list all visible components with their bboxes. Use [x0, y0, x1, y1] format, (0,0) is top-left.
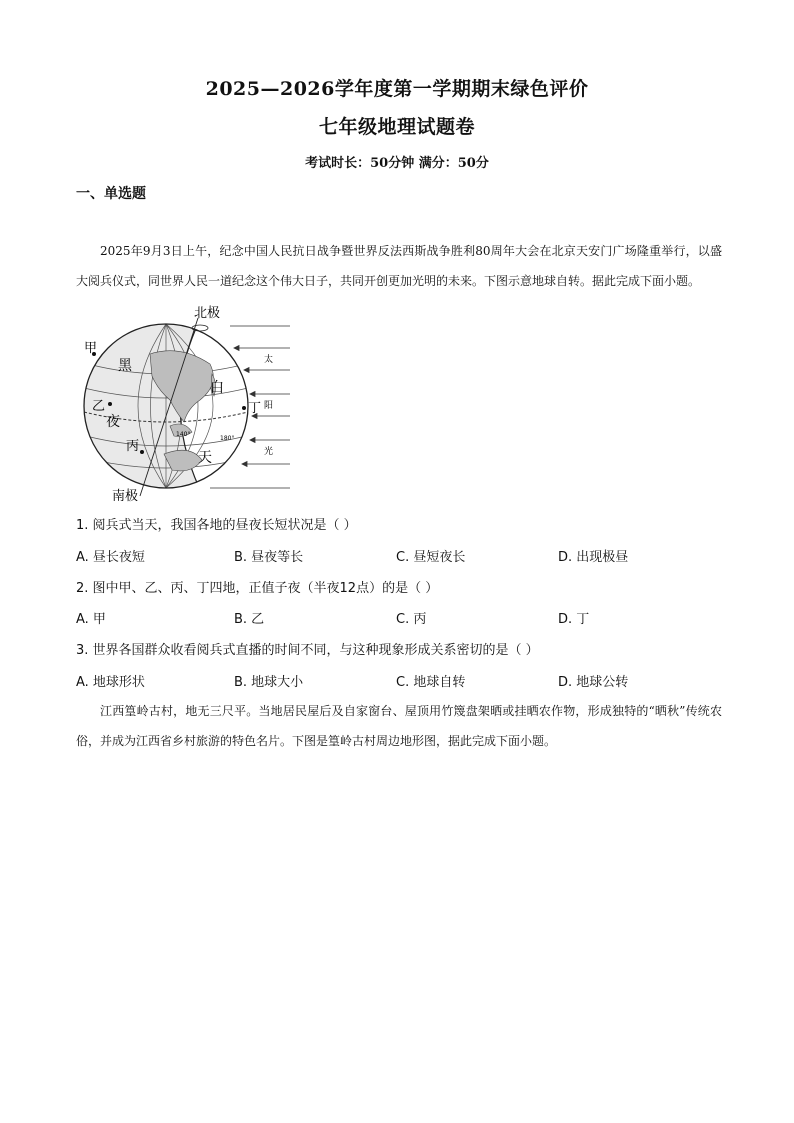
point-yi-label: 乙: [92, 399, 106, 414]
sunlight-label-tai: 太: [264, 355, 274, 365]
exam-info: 考试时长：50分钟 满分：50分: [305, 156, 489, 171]
longitude-140-label: 140°: [176, 431, 191, 438]
point-ding-label: 丁: [248, 401, 262, 416]
section-heading: 一、单选题: [76, 186, 146, 202]
north-pole-label: 北极: [194, 306, 221, 321]
intro-paragraph-1: [76, 236, 722, 296]
bai-label: 白: [210, 380, 224, 396]
q3-option-b[interactable]: B. 地球大小: [234, 675, 304, 690]
question-2: 2. 图中甲、乙、丙、丁四地，正值子夜（半夜12点）的是（ ）: [76, 581, 439, 596]
tian-label: 天: [198, 450, 212, 466]
point-bing-label: 丙: [126, 439, 140, 454]
q2-option-c[interactable]: C. 丙: [396, 612, 427, 627]
question-3: 3. 世界各国群众收看阅兵式直播的时间不同，与这种现象形成关系密切的是（ ）: [76, 643, 539, 658]
q3-option-d[interactable]: D. 地球公转: [558, 675, 629, 690]
question-1: 1. 阅兵式当天，我国各地的昼夜长短状况是（ ）: [76, 518, 357, 533]
hei-label: 黑: [118, 358, 132, 374]
ye-label: 夜: [106, 414, 120, 430]
south-pole-label: 南极: [112, 489, 139, 504]
q2-option-a[interactable]: A. 甲: [76, 612, 106, 627]
q1-option-b[interactable]: B. 昼夜等长: [234, 550, 304, 565]
exam-title: 2025—2026学年度第一学期期末绿色评价: [205, 78, 589, 100]
longitude-180-label: 180°: [220, 435, 235, 442]
q1-option-c[interactable]: C. 昼短夜长: [396, 550, 466, 565]
point-jia-label: 甲: [84, 341, 98, 356]
sunlight-label-guang: 光: [264, 447, 274, 457]
q3-option-a[interactable]: A. 地球形状: [76, 675, 145, 690]
intro-text-2: 江西篁岭古村，地无三尺平。当地居民屋后及自家窗台、屋顶用竹篾盘架晒或挂晒农作物，形成独特的“晒秋”传统农俗，并成为江西省乡村旅游的特色名片。下图是篁岭古村周边地形图，据此完成下面小题。: [76, 704, 722, 748]
sunlight-label-yang: 阳: [264, 401, 274, 411]
q1-option-a[interactable]: A. 昼长夜短: [76, 550, 145, 565]
exam-subtitle: 七年级地理试题卷: [318, 116, 475, 138]
earth-rotation-figure: [80, 304, 300, 504]
intro-paragraph-2: [76, 696, 722, 756]
q2-option-b[interactable]: B. 乙: [234, 612, 265, 627]
intro-text-1: 2025年9月3日上午，纪念中国人民抗日战争暨世界反法西斯战争胜利80周年大会在北京天安门广场隆重举行，以盛大阅兵仪式，同世界人民一道纪念这个伟大日子，共同开创更加光明的未来。下图示意地球自转。据此完成下面小题。: [76, 244, 722, 288]
q2-option-d[interactable]: D. 丁: [558, 612, 590, 627]
q3-option-c[interactable]: C. 地球自转: [396, 675, 466, 690]
q1-option-d[interactable]: D. 出现极昼: [558, 550, 629, 565]
